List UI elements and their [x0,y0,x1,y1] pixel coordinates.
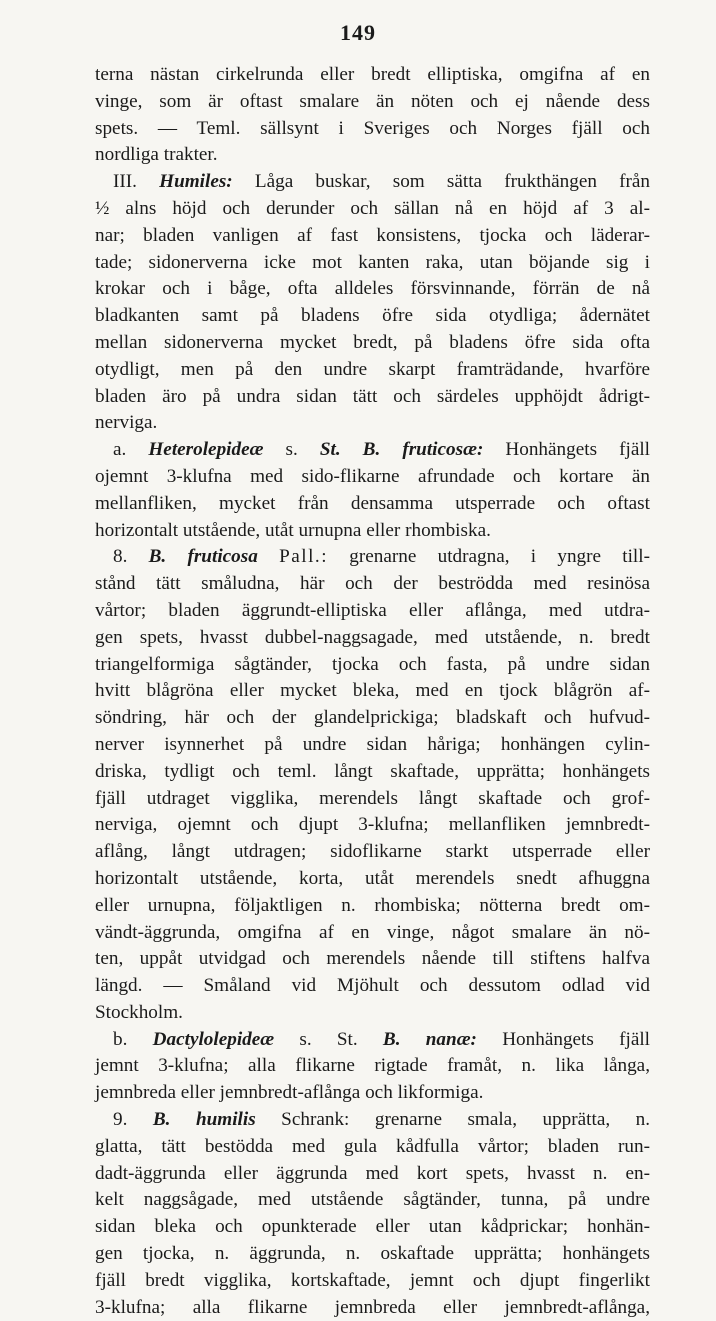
text-line: tade; sidonerverna icke mot kanten raka, utan böjande sig i [95,251,650,273]
text-line: ½ alns höjd och derunder och sällan nå en höjd af 3 al- [95,197,650,219]
page-number: 149 [340,20,376,45]
taxon-name: B. nanæ: [382,1028,477,1050]
taxon-name: Humiles: [159,171,233,193]
text-span: 8. [113,546,149,568]
text-line [95,1027,650,1054]
text-span: s. [263,439,320,461]
text-line: nerviga, ojemnt och djupt 3-klufna; mellanfliken jemnbredt- [95,814,650,836]
taxon-name: B. fruticosa [148,546,258,568]
text-span: 9. [113,1109,153,1131]
text-line: 3-klufna; alla flikarne jemnbreda eller jemnbredt-aflånga, [95,1296,650,1318]
taxon-name: B. humilis [152,1109,256,1131]
text-line: horizontalt utstående, korta, utåt merendels snedt afhuggna [95,867,650,889]
text-line: gen spets, hvasst dubbel-naggsagade, med utstående, n. bredt [95,626,650,648]
text-line: spets. — Teml. sällsynt i Sveriges och Norges fjäll och [95,117,650,139]
text-span: grenarne utdragna, i yngre till- [328,546,650,568]
text-span: Pall.: [279,546,329,568]
text-line: horizontalt utstående, utåt urnupna eller rhombiska. [95,519,491,541]
text-line: vinge, som är oftast smalare än nöten och ej nående dess [95,90,650,112]
text-line: kelt naggsågade, med utstående sågtänder, tunna, på undre [95,1189,650,1211]
body-text [95,62,650,1321]
text-span: s. St. [274,1028,383,1050]
taxon-name: St. B. fruticosæ: [319,439,484,461]
text-line: stånd tätt småludna, här och der beströdda med resinösa [95,573,650,595]
text-line: vändt-äggrunda, omgifna af en vinge, något smalare än nö- [95,921,650,943]
text-line: driska, tydligt och teml. långt skaftade, upprätta; honhängets [95,760,650,782]
text-line: aflång, långt utdragen; sidoflikarne starkt utsperrade eller [95,841,650,863]
text-line: hvitt blågröna eller mycket bleka, med en tjock blågrön af- [95,680,650,702]
text-line: bladkanten samt på bladens öfre sida otydliga; ådernätet [95,305,650,327]
text-line: jemnbreda eller jemnbredt-aflånga och likformiga. [95,1082,484,1104]
text-line: nar; bladen vanligen af fast konsistens, tjocka och läderar- [95,224,650,246]
text-line: gen tjocka, n. äggrunda, n. oskaftade upprätta; honhängets [95,1243,650,1265]
text-line: terna nästan cirkelrunda eller bredt elliptiska, omgifna af en [95,64,650,85]
text-line: mellanfliken, mycket från densamma utsperrade och oftast [95,492,650,514]
text-line: bladen äro på undra sidan tätt och särdeles upphöjdt ådrigt- [95,385,650,407]
text-line: nordliga trakter. [95,144,218,166]
text-line: eller urnupna, följaktligen n. rhombiska; nötterna bredt om- [95,894,650,916]
text-line [95,544,650,571]
text-line: vårtor; bladen äggrundt-elliptiska eller aflånga, med utdra- [95,599,650,621]
text-line: ten, uppåt utvidgad och merendels nående till stiftens halfva [95,948,650,970]
text-line [95,169,650,196]
text-span: Schrank: grenarne smala, upprätta, n. [255,1109,651,1131]
text-span: b. [113,1028,153,1050]
text-line: sidan bleka och opunkterade eller utan kådprickar; honhän- [95,1216,650,1238]
text-line: jemnt 3-klufna; alla flikarne rigtade framåt, n. lika långa, [95,1055,650,1077]
text-line: nerviga. [95,412,158,434]
text-line: glatta, tätt bestödda med gula kådfulla vårtor; bladen run- [95,1135,650,1157]
text-line: längd. — Småland vid Mjöhult och dessutom odlad vid [95,975,650,997]
text-line: triangelformiga sågtänder, tjocka och fasta, på undre sidan [95,653,650,675]
text-line [95,437,650,464]
text-line: ojemnt 3-klufna med sido-flikarne afrundade och kortare än [95,465,650,487]
taxon-name: Dactylolepideæ [152,1028,275,1050]
text-line: dadt-äggrunda eller äggrunda med kort spets, hvasst n. en- [95,1162,650,1184]
text-span: Låga buskar, som sätta frukthängen från [232,171,650,193]
text-line: otydligt, men på den undre skarpt framträdande, hvarföre [95,358,650,380]
text-line [95,1107,650,1134]
text-line: mellan sidonerverna mycket bredt, på bladens öfre sida ofta [95,331,650,353]
text-line: Stockholm. [95,1001,183,1023]
text-span: III. [113,171,160,193]
text-line: krokar och i båge, ofta alldeles försvinnande, förrän de nå [95,278,650,300]
text-line: nerver isynnerhet på undre sidan håriga; honhängen cylin- [95,733,650,755]
text-line: fjäll bredt vigglika, kortskaftade, jemnt och djupt fingerlikt [95,1269,650,1291]
taxon-name: Heterolepideæ [148,439,264,461]
text-span: Honhängets fjäll [476,1028,650,1050]
text-line: fjäll utdraget vigglika, merendels långt skaftade och grof- [95,787,650,809]
text-line: söndring, här och der glandelprickiga; bladskaft och hufvud- [95,707,650,729]
text-span: Honhängets fjäll [483,439,650,461]
text-span: a. [113,439,149,461]
text-span [258,546,279,567]
